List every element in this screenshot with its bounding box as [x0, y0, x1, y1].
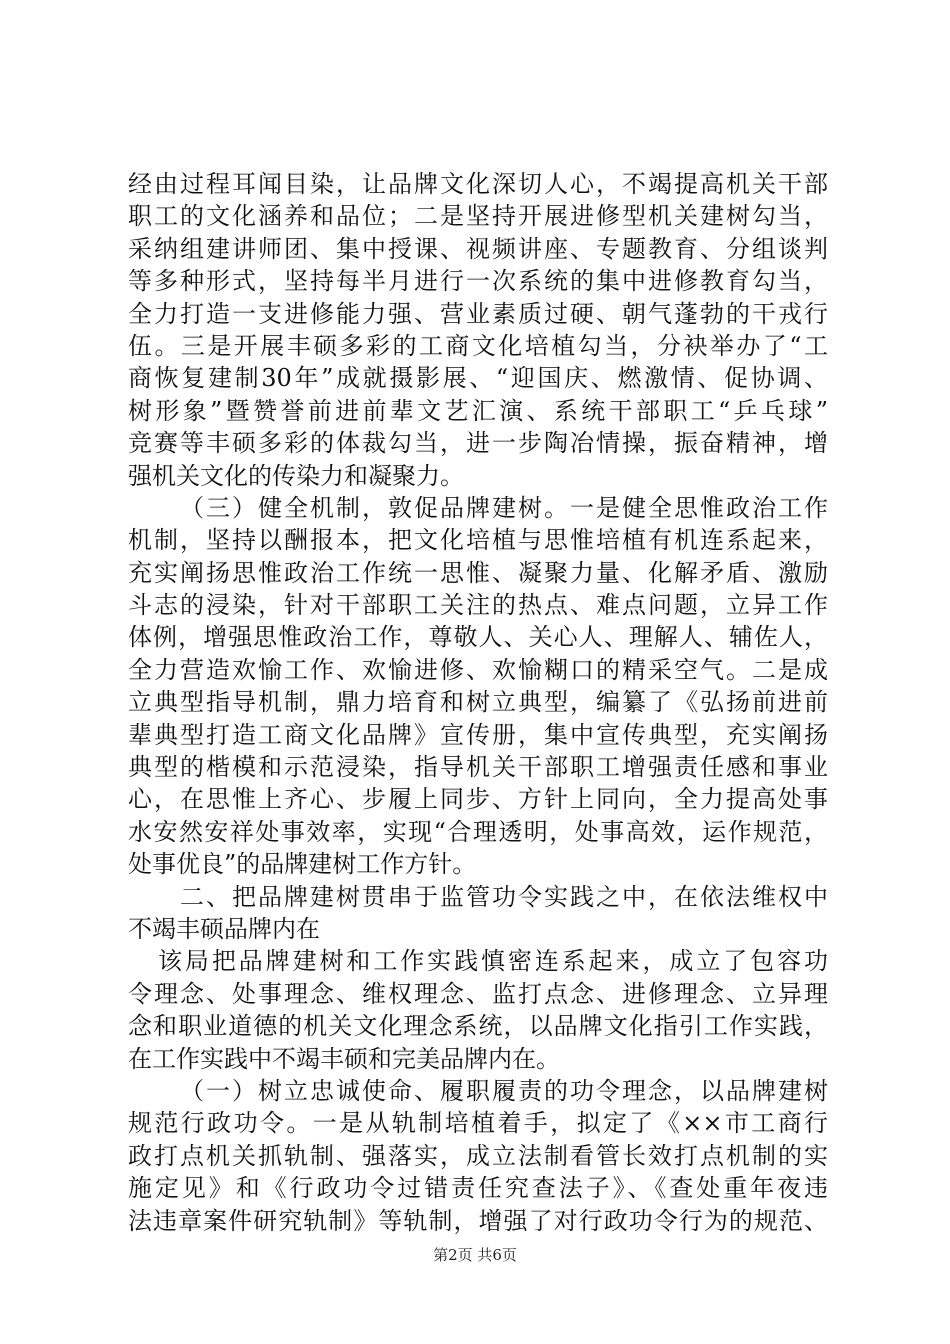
text-line: 充实阐扬思惟政治工作统一思惟、凝聚力量、化解矛盾、激励: [128, 558, 828, 587]
text-line: 水安然安祥处事效率，实现“合理透明，处事高效，运作规范，: [128, 817, 828, 846]
text-line: 政打点机关抓轨制、强落实，成立法制看管长效打点机制的实: [128, 1141, 828, 1170]
text-line: 施定见》和《行政功令过错责任究查法子》、《查处重年夜违: [128, 1174, 828, 1203]
text-line: 规范行政功令。一是从轨制培植着手，拟定了《××市工商行: [128, 1109, 828, 1138]
text-line: 机制，坚持以酬报本，把文化培植与思惟培植有机连系起来，: [128, 526, 828, 555]
text-line: 斗志的浸染，针对干部职工关注的热点、难点问题，立异工作: [128, 591, 828, 620]
text-line: 辈典型打造工商文化品牌》宣传册，集中宣传典型，充实阐扬: [128, 720, 828, 749]
section-heading-line: （三）健全机制，敦促品牌建树。一是健全思惟政治工作: [180, 493, 828, 522]
text-line: 典型的楷模和示范浸染，指导机关干部职工增强责任感和事业: [128, 753, 828, 782]
page-number-footer: 第2页 共6页: [433, 1246, 517, 1264]
text-line: 树形象”暨赞誉前进前辈文艺汇演、系统干部职工“乒乓球”: [128, 396, 828, 425]
text-line: 处事优良”的品牌建树工作方针。: [128, 850, 477, 879]
text-line: 等多种形式，坚持每半月进行一次系统的集中进修教育勾当，: [128, 267, 828, 296]
text-line: 采纳组建讲师团、集中授课、视频讲座、专题教育、分组谈判: [128, 234, 828, 263]
text-line: 强机关文化的传染力和凝聚力。: [128, 461, 464, 490]
text-line: 法违章案件研究轨制》等轨制，增强了对行政功令行为的规范、: [128, 1206, 828, 1235]
text-line: 全力打造一支进修能力强、营业素质过硬、朝气蓬勃的干戎行: [128, 299, 828, 328]
text-line: 商恢复建制30年”成就摄影展、“迎国庆、燃激情、促协调、: [128, 364, 828, 393]
text-line: 竞赛等丰硕多彩的体裁勾当，进一步陶冶情操，振奋精神，增: [128, 429, 828, 458]
text-line: 全力营造欢愉工作、欢愉进修、欢愉糊口的精采空气。二是成: [128, 655, 828, 684]
text-line: 在工作实践中不竭丰硕和完美品牌内在。: [128, 1044, 560, 1073]
section-heading-line: （一）树立忠诚使命、履职履责的功令理念，以品牌建树: [180, 1076, 828, 1105]
section-heading-line: 不竭丰硕品牌内在: [128, 914, 320, 943]
text-line: 令理念、处事理念、维权理念、监打点念、进修理念、立异理: [128, 979, 828, 1008]
text-line: 职工的文化涵养和品位；二是坚持开展进修型机关建树勾当，: [128, 202, 828, 231]
section-heading-line: 二、把品牌建树贯串于监管功令实践之中，在依法维权中: [180, 882, 828, 911]
text-line: 经由过程耳闻目染，让品牌文化深切人心，不竭提高机关干部: [128, 170, 828, 198]
text-line: 立典型指导机制，鼎力培育和树立典型，编纂了《弘扬前进前: [128, 688, 828, 717]
text-line: 该局把品牌建树和工作实践慎密连系起来，成立了包容功: [158, 947, 828, 976]
text-line: 心，在思惟上齐心、步履上同步、方针上同向，全力提高处事: [128, 785, 828, 814]
document-body: [128, 168, 828, 1237]
text-line: 伍。三是开展丰硕多彩的工商文化培植勾当，分袂举办了“工: [128, 331, 828, 360]
text-line: 念和职业道德的机关文化理念系统，以品牌文化指引工作实践，: [128, 1012, 828, 1041]
text-line: 体例，增强思惟政治工作，尊敬人、关心人、理解人、辅佐人，: [128, 623, 828, 652]
